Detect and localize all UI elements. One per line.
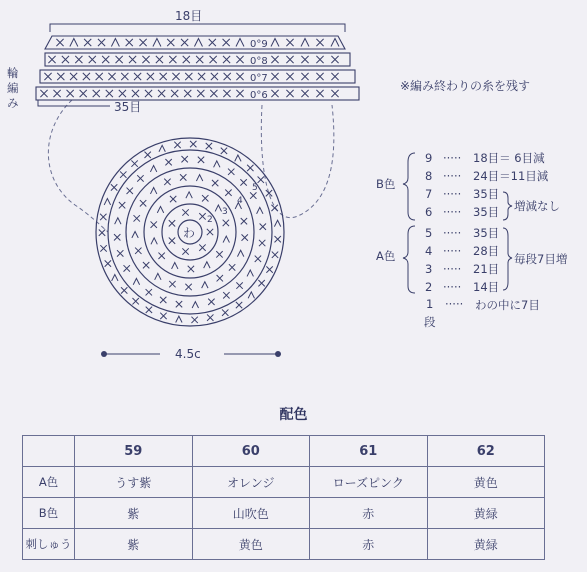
- table-cell: 紫: [75, 529, 193, 560]
- row-dots: ·····: [443, 262, 462, 276]
- circle-marker-2: 2: [207, 215, 213, 225]
- stitch-x: [181, 39, 188, 46]
- stitch-x: [156, 56, 163, 63]
- row-stitches: 35目: [473, 205, 500, 219]
- bottom-bracket: [38, 100, 110, 106]
- table-cell: 赤: [310, 498, 428, 529]
- stitch-x: [160, 313, 166, 319]
- table-row: [23, 498, 545, 529]
- stitch-v: [257, 207, 263, 213]
- stitch-x: [132, 90, 139, 97]
- stitch-x: [100, 245, 106, 251]
- stitch-x: [229, 264, 235, 270]
- stitch-x: [301, 73, 308, 80]
- stitch-x: [144, 152, 150, 158]
- stitch-x: [99, 229, 105, 235]
- stitch-x: [140, 200, 146, 206]
- stitch-x: [184, 90, 191, 97]
- stitch-x: [183, 56, 190, 63]
- stitch-x: [181, 156, 187, 162]
- stitch-x: [202, 195, 208, 201]
- stitch-x: [259, 240, 265, 246]
- stitch-x: [188, 266, 194, 272]
- stitch-x: [143, 262, 149, 268]
- stitch-x: [48, 56, 55, 63]
- stitch-v: [115, 218, 121, 224]
- stitch-x: [228, 169, 234, 175]
- table-cell: 黄緑: [427, 529, 545, 560]
- row-stitches: 18目: [473, 151, 500, 165]
- stitch-v: [235, 155, 241, 161]
- color-table-header: 61: [310, 436, 428, 467]
- stitch-x: [271, 73, 278, 80]
- stitch-x: [93, 90, 100, 97]
- stitch-x: [167, 39, 174, 46]
- stitch-x: [127, 188, 133, 194]
- color-table-header: 59: [75, 436, 193, 467]
- stitch-x: [271, 90, 278, 97]
- stitch-x: [169, 220, 175, 226]
- row-number: 7: [425, 187, 433, 201]
- stitch-x: [132, 298, 138, 304]
- stitch-x: [164, 179, 170, 185]
- stitch-x: [301, 90, 308, 97]
- stitch-x: [131, 160, 137, 166]
- stitch-v: [172, 263, 178, 269]
- stitch-x: [62, 56, 69, 63]
- band-stitches: [40, 39, 339, 98]
- top-bracket: [50, 24, 345, 32]
- stitch-x: [223, 56, 230, 63]
- stitch-v: [271, 39, 279, 47]
- stitch-v: [70, 39, 78, 47]
- stitch-x: [158, 90, 165, 97]
- stitch-x: [212, 180, 218, 186]
- diameter-label: 4.5c: [175, 347, 201, 361]
- stitch-v: [112, 275, 118, 281]
- stitch-x: [206, 143, 212, 149]
- stitch-x: [223, 292, 229, 298]
- stitch-x: [80, 90, 87, 97]
- stitch-x: [190, 141, 196, 147]
- stitch-x: [169, 281, 175, 287]
- row-line: [425, 261, 499, 277]
- stitch-x: [124, 265, 130, 271]
- stitch-v: [202, 282, 208, 288]
- stitch-v: [192, 302, 198, 308]
- row-dots: ·····: [443, 151, 462, 165]
- row-label: A色: [23, 467, 75, 498]
- stitch-x: [53, 90, 60, 97]
- row-line: [425, 150, 545, 166]
- row-line: [425, 279, 499, 295]
- row-dots: ·····: [443, 244, 462, 258]
- increase-label: 毎段7目増: [514, 252, 568, 266]
- stitch-x: [182, 209, 188, 215]
- stitch-x: [225, 189, 231, 195]
- row-line: [425, 168, 548, 184]
- circle-marker-4: 4: [237, 196, 243, 206]
- stitch-v: [331, 39, 339, 47]
- stitch-v: [301, 39, 309, 47]
- stitch-x: [271, 56, 278, 63]
- row-dots: ·····: [443, 187, 462, 201]
- b-color-label: B色: [376, 177, 396, 191]
- row-stitches: 21目: [473, 262, 500, 276]
- row-dots: ·····: [443, 205, 462, 219]
- stitch-x: [316, 39, 323, 46]
- table-cell: オレンジ: [192, 467, 310, 498]
- stitch-v: [104, 199, 110, 205]
- stitch-x: [165, 159, 171, 165]
- ring-center-label: わ: [183, 226, 196, 240]
- stitch-x: [301, 56, 308, 63]
- stitch-x: [126, 39, 133, 46]
- stitch-x: [111, 184, 117, 190]
- stitch-v: [150, 188, 156, 194]
- stitch-x: [147, 73, 154, 80]
- row-number: 4: [425, 244, 433, 258]
- stitch-x: [241, 218, 247, 224]
- row-stitches: 35目: [473, 187, 500, 201]
- color-table-corner: [23, 436, 75, 467]
- stitch-v: [111, 39, 119, 47]
- color-table-header: 62: [427, 436, 545, 467]
- stitch-x: [146, 289, 152, 295]
- stitch-v: [155, 273, 161, 279]
- stitch-x: [139, 39, 146, 46]
- stitch-v: [194, 39, 202, 47]
- band-marker-9: 0°9: [250, 39, 268, 50]
- row-dots: ·····: [443, 226, 462, 240]
- stitch-x: [316, 73, 323, 80]
- stitch-x: [119, 90, 126, 97]
- stitch-x: [266, 266, 272, 272]
- leave-yarn-note: ※編み終わりの糸を残す: [400, 79, 531, 93]
- stitch-v: [150, 166, 156, 172]
- stitch-v: [247, 270, 253, 276]
- stitch-x: [169, 237, 175, 243]
- stitch-x: [266, 190, 272, 196]
- stitch-x: [272, 252, 278, 258]
- row-line: [425, 225, 499, 241]
- stitch-x: [198, 73, 205, 80]
- row-dots: ·····: [443, 280, 462, 294]
- row1-suffix: 段: [424, 315, 436, 329]
- stitch-x: [151, 221, 157, 227]
- stitch-x: [198, 157, 204, 163]
- stitch-x: [67, 90, 74, 97]
- stitch-x: [180, 174, 186, 180]
- stitch-v: [248, 292, 254, 298]
- row-note: ＝11目減: [499, 169, 549, 183]
- stitch-x: [129, 56, 136, 63]
- dashed-guide-right: [261, 105, 334, 218]
- color-table-header-row: [23, 436, 545, 467]
- row-number: 3: [425, 262, 433, 276]
- row1-number: 1: [426, 297, 434, 311]
- stitch-x: [217, 275, 223, 281]
- stitch-v: [151, 238, 157, 244]
- top-stitch-count: 18目: [175, 9, 203, 23]
- stitch-x: [199, 213, 205, 219]
- stitch-x: [236, 90, 243, 97]
- stitch-x: [223, 39, 230, 46]
- stitch-x: [105, 260, 111, 266]
- row-note: ＝ 6目減: [499, 151, 545, 165]
- stitch-x: [56, 39, 63, 46]
- stitch-x: [75, 56, 82, 63]
- side-label: [7, 66, 21, 111]
- stitch-x: [176, 301, 182, 307]
- row-line: [425, 204, 499, 220]
- stitch-v: [186, 192, 192, 198]
- stitch-x: [275, 236, 281, 242]
- row-number: 6: [425, 205, 433, 219]
- color-table-title: 配色: [279, 407, 308, 423]
- stitch-x: [258, 177, 264, 183]
- no-change-label: 増減なし: [514, 199, 560, 213]
- stitch-v: [204, 262, 210, 268]
- circle-marker-3: 3: [222, 207, 228, 217]
- stitch-x: [137, 175, 143, 181]
- stitch-x: [242, 234, 248, 240]
- stitch-v: [157, 206, 163, 212]
- band-marker-8: 0°8: [250, 56, 268, 67]
- stitch-x: [258, 280, 264, 286]
- stitch-x: [271, 205, 277, 211]
- table-cell: 紫: [75, 498, 193, 529]
- side-label-char: み: [7, 96, 19, 110]
- stitch-x: [199, 244, 205, 250]
- stitch-x: [182, 248, 188, 254]
- stitch-v: [176, 316, 182, 322]
- stitch-x: [207, 314, 213, 320]
- stitch-x: [100, 214, 106, 220]
- row-stitches: 24目: [473, 169, 500, 183]
- stitch-v: [132, 231, 138, 237]
- stitch-x: [196, 56, 203, 63]
- stitch-x: [57, 73, 64, 80]
- stitch-x: [331, 90, 338, 97]
- color-table-header: 60: [192, 436, 310, 467]
- side-label-char: 編: [7, 81, 19, 95]
- dashed-guide-left: [48, 100, 108, 232]
- stitch-x: [223, 90, 230, 97]
- stitch-x: [247, 165, 253, 171]
- table-row: [23, 467, 545, 498]
- stitch-v: [159, 145, 165, 151]
- row-number: 5: [425, 226, 433, 240]
- stitch-x: [286, 56, 293, 63]
- stitch-x: [106, 90, 113, 97]
- row-label: B色: [23, 498, 75, 529]
- stitch-x: [222, 309, 228, 315]
- stitch-x: [146, 307, 152, 313]
- stitch-x: [174, 142, 180, 148]
- stitch-x: [98, 39, 105, 46]
- stitch-x: [117, 250, 123, 256]
- row-number: 2: [425, 280, 433, 294]
- stitch-x: [134, 73, 141, 80]
- stitch-x: [89, 56, 96, 63]
- stitch-x: [169, 56, 176, 63]
- stitch-v: [215, 205, 221, 211]
- stitch-x: [170, 196, 176, 202]
- stitch-x: [40, 90, 47, 97]
- stitch-x: [119, 202, 125, 208]
- stitch-x: [207, 229, 213, 235]
- stitch-x: [135, 248, 141, 254]
- stitch-x: [224, 73, 231, 80]
- stitch-v: [274, 220, 280, 226]
- band-marker-6: 0°6: [250, 90, 268, 101]
- stitch-x: [223, 220, 229, 226]
- stitch-x: [316, 56, 323, 63]
- table-cell: 山吹色: [192, 498, 310, 529]
- stitch-x: [121, 73, 128, 80]
- diameter-dot-left: [101, 351, 107, 357]
- stitch-x: [158, 253, 164, 259]
- circle-marker-5: 5: [252, 183, 258, 193]
- stitch-v: [196, 175, 202, 181]
- side-label-char: 輪: [7, 66, 19, 80]
- stitch-x: [102, 56, 109, 63]
- stitch-v: [153, 39, 161, 47]
- row-number: 9: [425, 151, 433, 165]
- row1-dots: ·····: [445, 297, 464, 311]
- stitch-x: [172, 73, 179, 80]
- row-stitches: 35目: [473, 226, 500, 240]
- stitch-x: [96, 73, 103, 80]
- stitch-x: [84, 39, 91, 46]
- table-cell: 黄色: [192, 529, 310, 560]
- table-cell: 赤: [310, 529, 428, 560]
- table-cell: 黄緑: [427, 498, 545, 529]
- stitch-x: [145, 90, 152, 97]
- stitch-x: [208, 299, 214, 305]
- stitch-x: [171, 90, 178, 97]
- stitch-x: [210, 90, 217, 97]
- stitch-x: [191, 317, 197, 323]
- stitch-x: [197, 90, 204, 97]
- stitch-x: [44, 73, 51, 80]
- stitch-x: [286, 90, 293, 97]
- stitch-x: [83, 73, 90, 80]
- row-label: 刺しゅう: [23, 529, 75, 560]
- stitch-x: [211, 73, 218, 80]
- row-stitches: 14目: [473, 280, 500, 294]
- stitch-x: [160, 73, 167, 80]
- stitch-x: [209, 39, 216, 46]
- stitch-x: [331, 73, 338, 80]
- stitch-x: [236, 73, 243, 80]
- stitch-x: [70, 73, 77, 80]
- bottom-stitch-count: 35目: [114, 100, 142, 114]
- stitch-x: [331, 56, 338, 63]
- row-stitches: 28目: [473, 244, 500, 258]
- stitch-x: [236, 56, 243, 63]
- stitch-x: [240, 179, 246, 185]
- diameter-dot-right: [275, 351, 281, 357]
- stitch-x: [286, 73, 293, 80]
- stitch-x: [255, 256, 261, 262]
- table-cell: ローズピンク: [310, 467, 428, 498]
- stitch-x: [260, 223, 266, 229]
- row-number: 8: [425, 169, 433, 183]
- stitch-x: [185, 73, 192, 80]
- stitch-v: [214, 161, 220, 167]
- stitch-x: [185, 284, 191, 290]
- row-line: [425, 243, 499, 259]
- stitch-v: [236, 39, 244, 47]
- row-line: [425, 186, 499, 202]
- color-table: [22, 435, 545, 560]
- row-dots: ·····: [443, 169, 462, 183]
- band-marker-7: 0°7: [250, 73, 268, 84]
- stitch-x: [134, 215, 140, 221]
- stitch-x: [236, 302, 242, 308]
- stitch-x: [316, 90, 323, 97]
- stitch-x: [142, 56, 149, 63]
- a-color-label: A色: [376, 249, 396, 263]
- stitch-x: [250, 192, 256, 198]
- stitch-x: [108, 73, 115, 80]
- table-cell: 黄色: [427, 467, 545, 498]
- stitch-x: [210, 56, 217, 63]
- stitch-v: [133, 278, 139, 284]
- stitch-v: [223, 236, 229, 242]
- stitch-x: [160, 297, 166, 303]
- row1-text: わの中に7目: [475, 298, 540, 312]
- stitch-v: [237, 250, 243, 256]
- stitch-x: [120, 171, 126, 177]
- stitch-x: [121, 287, 127, 293]
- stitch-x: [116, 56, 123, 63]
- stitch-x: [216, 251, 222, 257]
- stitch-x: [286, 39, 293, 46]
- table-cell: うす紫: [75, 467, 193, 498]
- stitch-x: [236, 282, 242, 288]
- table-row: [23, 529, 545, 560]
- stitch-x: [221, 148, 227, 154]
- stitch-x: [114, 234, 120, 240]
